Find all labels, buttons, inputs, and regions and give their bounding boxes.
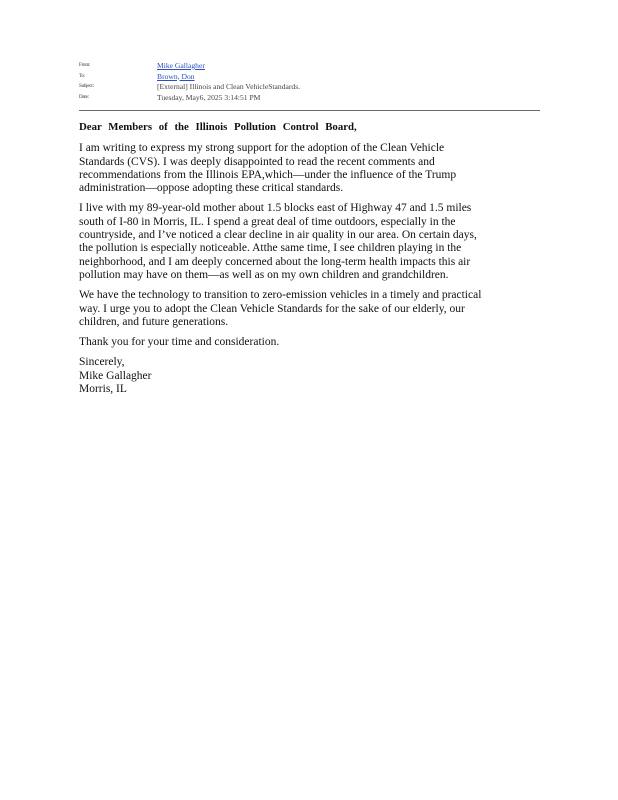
subject-row xyxy=(79,82,541,93)
salutation: Dear Members of the Illinois Pollution Control Board, xyxy=(79,121,357,133)
recipient-link[interactable]: Brown, Don xyxy=(157,71,195,81)
email-header xyxy=(79,61,541,103)
paragraph-thanks: Thank you for your time and consideration. xyxy=(79,336,280,349)
header-divider xyxy=(79,110,540,111)
signature-name: Mike Gallagher xyxy=(79,369,152,382)
from-row xyxy=(79,61,541,72)
to-label: To: xyxy=(79,73,85,79)
paragraph-personal-experience: I live with my 89-year-old mother about 1.5 blocks east of Highway 47 and 1.5 miles south of I-80 in Morris, IL. I spend a great deal of time outdoors, especially in the countryside, and I’ve noticed a clear decline in air quality in our area. On certain days, the pollution is especially noticeable. Atthe same time, I see children playing in the neighborhood, and I am deeply concerned about the long-term health impacts this air pollution may have on them—as well as on my own children and grandchildren. xyxy=(79,202,477,281)
to-row xyxy=(79,72,541,83)
sender-link[interactable]: Mike Gallagher xyxy=(157,61,205,70)
date-value: Tuesday, May6, 2025 3:14:51 PM xyxy=(157,92,261,102)
date-row xyxy=(79,93,541,104)
date-label: Date: xyxy=(79,94,89,100)
paragraph-call-to-action: We have the technology to transition to zero-emission vehicles in a timely and practical way. I urge you to adopt the Clean Vehicle Standards for the sake of our elderly, our children, and future generations. xyxy=(79,289,482,328)
signature-location: Morris, IL xyxy=(79,383,127,396)
from-label: From: xyxy=(79,63,91,68)
subject-label: Subject: xyxy=(79,84,94,89)
paragraph-support: I am writing to express my strong support for the adoption of the Clean Vehicle Standards (CVS). I was deeply disappointed to read the recent comments and recommendations from the Illinois EPA,which—under the influence of the Trump administration—oppose adopting these critical standards. xyxy=(79,142,457,195)
closing-text: Sincerely, xyxy=(79,356,125,369)
subject-value: [External] Illinois and Clean VehicleStandards. xyxy=(157,82,301,91)
letter-body xyxy=(79,121,541,396)
signature-block xyxy=(79,356,541,396)
